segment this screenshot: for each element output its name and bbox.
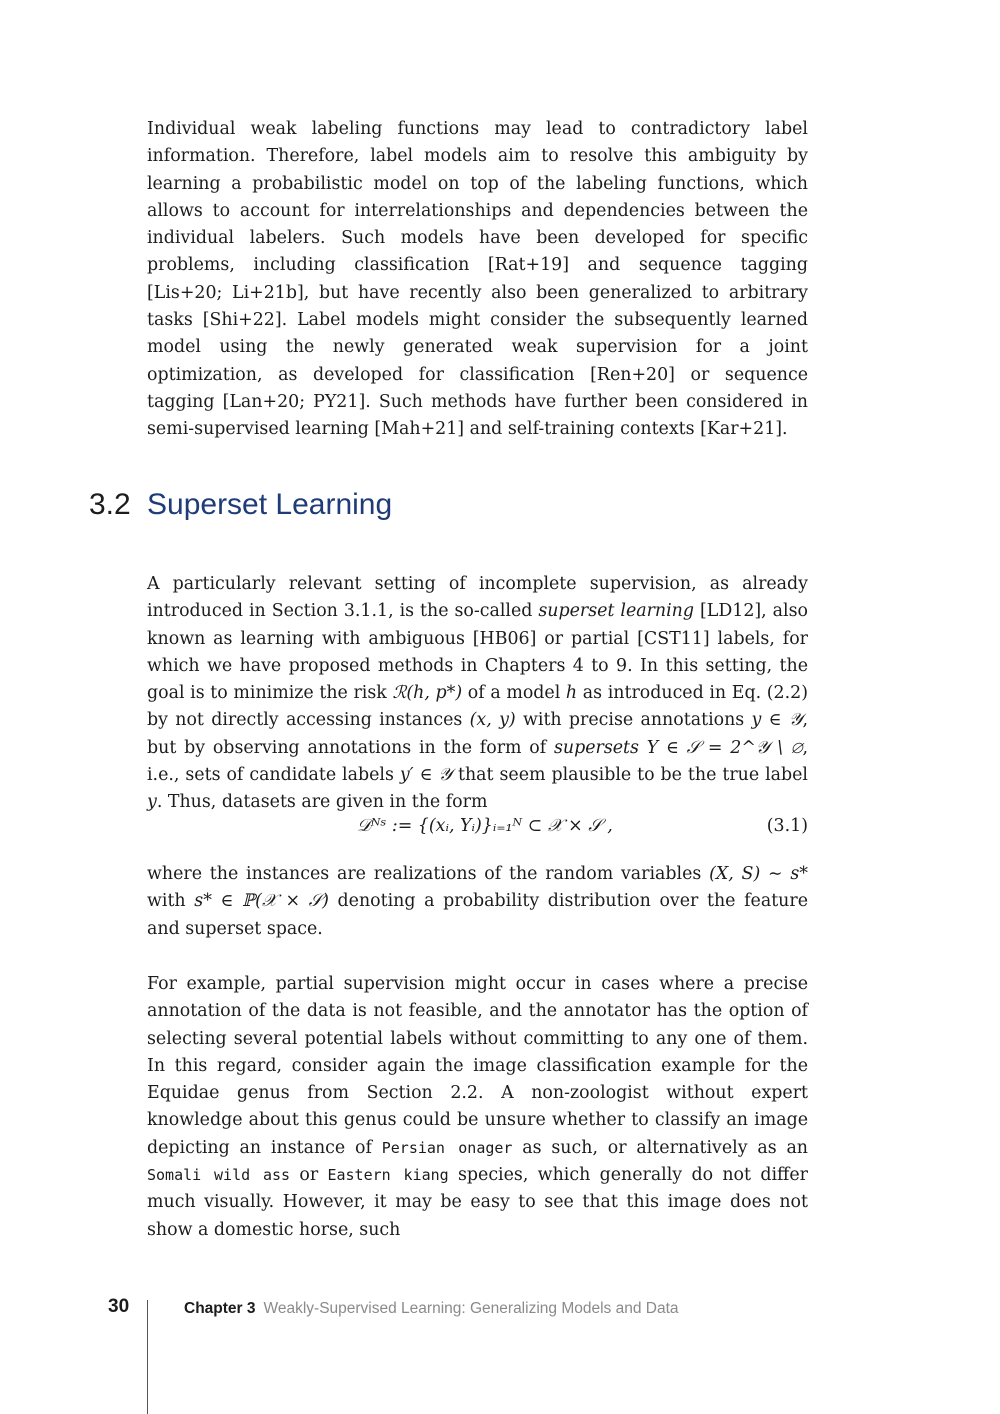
footer-divider xyxy=(147,1300,148,1414)
math-y-prime: y′ ∈ 𝒴 xyxy=(399,765,453,786)
math-h: h xyxy=(565,683,578,704)
code-somali-wild-ass: Somali wild ass xyxy=(147,1166,291,1185)
paragraph-labeling-functions: Individual weak labeling functions may lead to contradictory label information. Therefore, label models aim to resolve this ambiguity by learning a probabilistic model on top of the labeling functions, which allows to account for interrelationships and dependencies between the individual labelers. Such models have been developed for specific problems, including classification [Rat+19] and sequence tagging [Lis+20; Li+21b], but have recently also been generalized to arbitrary tasks [Shi+22]. Label models might consider the subsequently learned model using the newly generated weak supervision for a joint optimization, as developed for classification [Ren+20] or sequence tagging [Lan+20; PY21]. Such methods have further been considered in semi-supervised learning [Mah+21] and self-training contexts [Kar+21]. xyxy=(147,119,808,440)
math-random-vars: (X, S) ∼ s* xyxy=(709,864,808,884)
term-superset-learning: superset learning xyxy=(538,601,695,622)
math-xy: (x, y) xyxy=(469,710,516,731)
paragraph-example: For example, partial supervision might occur in cases where a precise annotation of the data is not feasible, and the annotator has the option of selecting several potential labels without committing to any one of them. In this regard, consider again the image classification example for the Equidae genus from Section 2.2. A non-zoologist without expert knowledge about this genus could be unsure whether to classify an image depicting an instance of Persian onager as such, or alternatively as an Somali wild ass or Eastern kiang species, which generally do not differ much visually. However, it may be easy to see that this image does not show a domestic horse, such xyxy=(147,974,809,1240)
section-heading xyxy=(89,486,392,524)
code-eastern-kiang: Eastern kiang xyxy=(327,1166,449,1185)
code-persian-onager: Persian onager xyxy=(381,1138,513,1157)
equation-number: (3.1) xyxy=(766,816,808,836)
page-number: 30 xyxy=(108,1296,130,1317)
section-title: Superset Learning xyxy=(147,488,393,521)
math-y-in-Y: y ∈ 𝒴 xyxy=(751,710,803,731)
running-header xyxy=(184,1300,679,1318)
math-risk: ℛ(h, p*) xyxy=(392,683,463,704)
page-footer xyxy=(0,1296,1000,1414)
math-superset-space: Y ∈ 𝒮 = 2^𝒴 \ ∅ xyxy=(646,737,803,758)
paragraph-random-variables: where the instances are realizations of the random variables (X, S) ∼ s* with s* ∈ ℙ(𝒳 × 𝒮) denoting a probability distribution over the feature and superset space. xyxy=(147,864,808,939)
math-true-y: y xyxy=(147,792,157,813)
equation-math: 𝒟ᴺˢ := {(xᵢ, Yᵢ)}ᵢ₌₁ᴺ ⊂ 𝒳 × 𝒮 , xyxy=(357,816,613,836)
paragraph-superset-intro: A particularly relevant setting of incomplete supervision, as already introduced in Section 3.1.1, is the so-called superset learning [LD12], also known as learning with ambiguous [HB06] or partial [CST11] labels, for which we have proposed methods in Chapters 4 to 9. In this setting, the goal is to minimize the risk ℛ(h, p*) of a model h as introduced in Eq. (2.2) by not directly accessing instances (x, y) with precise annotations y ∈ 𝒴, but by observing annotations in the form of supersets Y ∈ 𝒮 = 2^𝒴 \ ∅, i.e., sets of candidate labels y′ ∈ 𝒴 that seem plausible to be the true label y. Thus, datasets are given in the form xyxy=(147,574,809,813)
term-supersets: supersets xyxy=(553,737,639,758)
equation-3-1 xyxy=(147,811,808,841)
chapter-label: Chapter 3 xyxy=(184,1300,256,1317)
math-distribution: s* ∈ ℙ(𝒳 × 𝒮) xyxy=(194,891,329,912)
chapter-title: Weakly-Supervised Learning: Generalizing Models and Data xyxy=(263,1300,679,1317)
section-number: 3.2 xyxy=(89,488,131,521)
